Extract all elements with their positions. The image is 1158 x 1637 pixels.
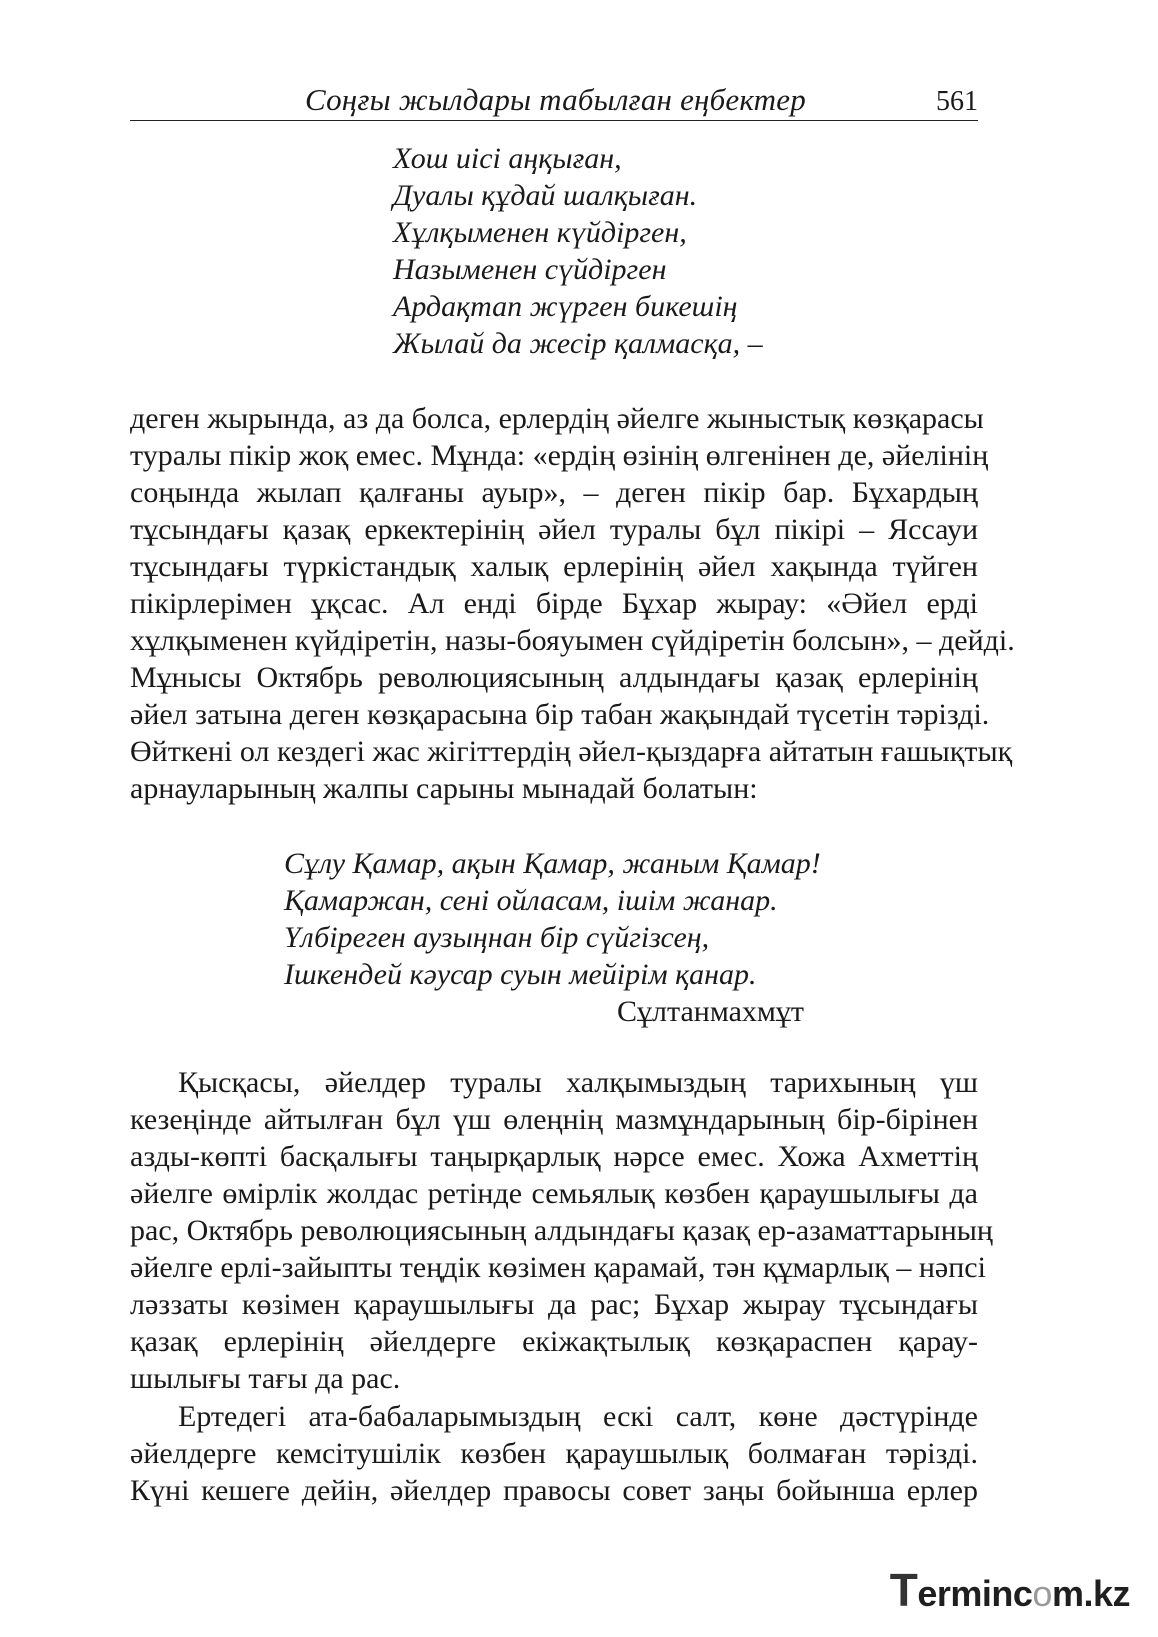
text-line: тұсындағы қазақ еркектерінің әйел туралы бұл пікірі – Яссауи bbox=[130, 513, 978, 546]
magnifier-icon: o bbox=[1032, 1573, 1052, 1614]
body-paragraph-3 bbox=[130, 1398, 978, 1509]
text-line: хұлқыменен күйдіретін, назы-бояуымен сүйдіретін болсын», – дейді. bbox=[130, 624, 1015, 657]
poem-line: Ардақтап жүрген бикешің bbox=[393, 290, 738, 323]
text-line: соңында жылап қалғаны ауыр», – деген пікір бар. Бұхардың bbox=[130, 476, 978, 509]
text-line: туралы пікір жоқ емес. Мұнда: «ердің өзінің өлгенінен де, әйелінің bbox=[130, 439, 989, 472]
poem-line: Хұлқыменен күйдірген, bbox=[393, 216, 687, 249]
body-paragraph-2 bbox=[130, 1064, 993, 1397]
text-line: кезеңінде айтылған бұл үш өлеңнің мазмұндарының бір-бірінен bbox=[130, 1103, 978, 1136]
watermark-part: m.kz bbox=[1051, 1573, 1130, 1614]
text-line: ләззаты көзімен қараушылығы да рас; Бұхар жырау тұсындағы bbox=[130, 1288, 978, 1321]
poem-author: Сұлтанмахмұт bbox=[617, 995, 805, 1028]
running-header bbox=[130, 80, 978, 121]
poem-line: Үлбіреген аузыңнан бір сүйгізсең, bbox=[284, 921, 710, 954]
text-line: шылығы тағы да рас. bbox=[130, 1362, 401, 1395]
text-line: Мұнысы Октябрь революциясының алдындағы қазақ ерлерінің bbox=[130, 661, 978, 694]
text-line: деген жырында, аз да болса, ерлердің әйелге жыныстық көзқарасы bbox=[130, 402, 984, 435]
poem-excerpt-2 bbox=[284, 845, 821, 993]
poem-line: Дуалы құдай шалқыған. bbox=[393, 179, 698, 212]
text-line: әйелдерге кемсітушілік көзбен қараушылық болмаған тәрізді. bbox=[130, 1437, 978, 1470]
text-line: қазақ ерлерінің әйелдерге екіжақтылық көзқараспен қарау- bbox=[130, 1325, 978, 1358]
text-line: тұсындағы түркістандық халық ерлерінің әйел хақында түйген bbox=[130, 550, 978, 583]
poem-line: Сұлу Қамар, ақын Қамар, жаным Қамар! bbox=[284, 847, 821, 880]
termincom-watermark-logo bbox=[890, 1563, 1130, 1617]
text-line: Өйткені ол кездегі жас жігіттердің әйел-қыздарға айтатын ғашықтық bbox=[130, 735, 1013, 768]
poem-line: Қамаржан, сені ойласам, ішім жанар. bbox=[284, 884, 778, 917]
text-line: әйелге ерлі-зайыпты теңдік көзімен қарамай, тән құмарлық – нәпсі bbox=[130, 1251, 986, 1284]
running-header-title: Соңғы жылдары табылған еңбектер bbox=[305, 82, 806, 117]
text-line: азды-көпті басқалығы таңырқарлық нәрсе емес. Хожа Ахметтің bbox=[130, 1140, 978, 1173]
poem-line: Ішкендей кәусар суын мейірім қанар. bbox=[284, 958, 757, 991]
text-line: Күні кешеге дейін, әйелдер правосы совет заңы бойынша ерлер bbox=[130, 1474, 978, 1507]
poem-line: Жылай да жесір қалмасқа, – bbox=[393, 327, 763, 360]
text-line: пікірлерімен ұқсас. Ал енді бірде Бұхар жырау: «Әйел ерді bbox=[130, 587, 978, 620]
text-line: рас, Октябрь революциясының алдындағы қазақ ер-азаматтарының bbox=[130, 1214, 993, 1247]
text-line: Қысқасы, әйелдер туралы халқымыздың тарихының үш bbox=[178, 1066, 978, 1099]
page-number: 561 bbox=[936, 86, 978, 117]
poem-line: Хош иісі аңқыған, bbox=[393, 142, 622, 175]
text-line: арнауларының жалпы сарыны мынадай болатын: bbox=[130, 772, 758, 805]
text-line: әйел затына деген көзқарасына бір табан жақындай түсетін тәрізді. bbox=[130, 698, 990, 731]
poem-excerpt-1 bbox=[393, 140, 763, 362]
watermark-part: T bbox=[889, 1564, 918, 1616]
text-line: әйелге өмірлік жолдас ретінде семьялық көзбен қараушылығы да bbox=[130, 1177, 978, 1210]
body-paragraph-1 bbox=[130, 400, 1015, 807]
watermark-part: erminc bbox=[917, 1573, 1033, 1614]
poem-line: Назыменен сүйдірген bbox=[393, 253, 667, 286]
text-line: Ертедегі ата-бабаларымыздың ескі салт, көне дәстүрінде bbox=[178, 1400, 978, 1433]
